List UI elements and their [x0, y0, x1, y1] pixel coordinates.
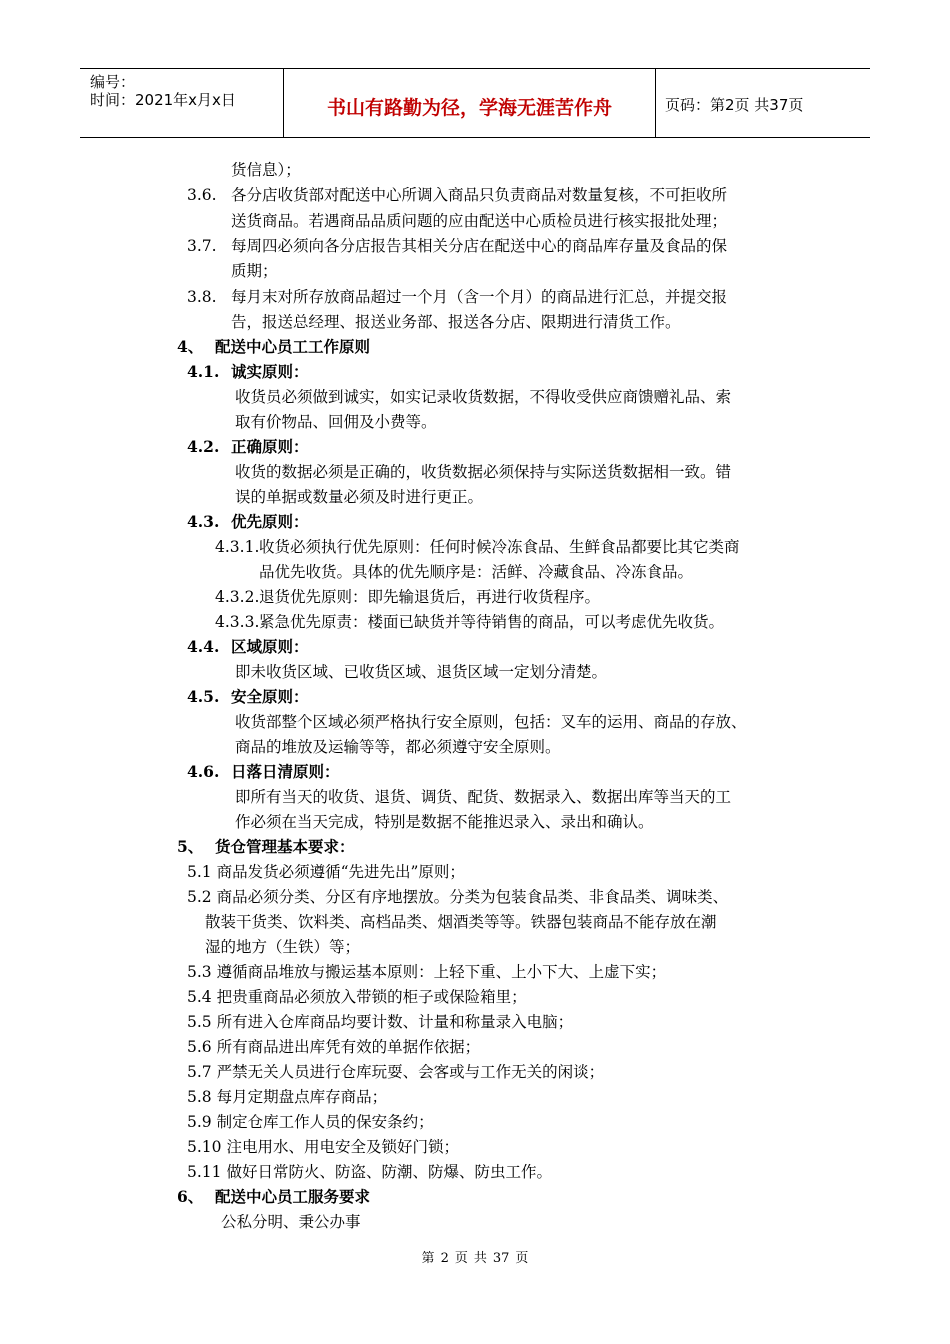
- subsection-heading: 安全原则：: [231, 687, 309, 706]
- text-line: 湿的地方（生铁）等；: [205, 938, 361, 956]
- text-line: 告，报送总经理、报送业务部、报送各分店、限期进行清货工作。: [231, 313, 681, 331]
- text-line: 5.4 把贵重商品必须放入带锁的柜子或保险箱里；: [187, 988, 527, 1006]
- subsection-number: 4.2.: [187, 437, 220, 456]
- header-motto: 书山有路勤为径，学海无涯苦作舟: [326, 97, 612, 119]
- text-line: 取有价物品、回佣及小费等。: [235, 413, 437, 431]
- text-line: 每月末对所存放商品超过一个月（含一个月）的商品进行汇总，并提交报: [231, 288, 728, 306]
- text-line: 即所有当天的收货、退货、调货、配货、数据录入、数据出库等当天的工: [235, 788, 732, 806]
- section-number: 6、: [177, 1187, 204, 1206]
- text-line: 5.7 严禁无关人员进行仓库玩耍、会客或与工作无关的闲谈；: [187, 1063, 605, 1081]
- subsection-number: 4.3.: [187, 512, 220, 531]
- subsection-heading: 诚实原则：: [231, 362, 309, 381]
- subsection-heading: 区域原则：: [231, 637, 309, 656]
- subsection-heading: 正确原则：: [231, 437, 309, 456]
- subsection-heading: 优先原则：: [231, 512, 309, 531]
- item-number: 4.3.3.: [215, 613, 260, 631]
- text-line: 作必须在当天完成，特别是数据不能推迟录入、录出和确认。: [235, 813, 654, 831]
- text-line: 收货必须执行优先原则：任何时候冷冻食品、生鲜食品都要比其它类商: [259, 538, 740, 556]
- section-number: 4、: [177, 337, 204, 356]
- text-line: 5.3 遵循商品堆放与搬运基本原则：上轻下重、上小下大、上虚下实；: [187, 963, 667, 981]
- document-date-label: 时间：2021年x月x日: [90, 91, 236, 109]
- footer-total-pages: 37: [492, 1251, 510, 1266]
- section-heading: 货仓管理基本要求：: [215, 837, 355, 856]
- text-line: 收货部整个区域必须严格执行安全原则，包括：叉车的运用、商品的存放、: [235, 713, 747, 731]
- footer-page-number: 2: [440, 1251, 449, 1266]
- item-number: 3.7.: [187, 237, 217, 255]
- text-line: 退货优先原则：即先输退货后，再进行收货程序。: [259, 588, 601, 606]
- footer-di: 第: [421, 1251, 435, 1266]
- item-number: 3.6.: [187, 186, 217, 204]
- text-line: 即未收货区域、已收货区域、退货区域一定划分清楚。: [235, 663, 608, 681]
- text-line: 5.8 每月定期盘点库存商品；: [187, 1088, 388, 1106]
- text-line: 散装干货类、饮料类、高档品类、烟酒类等等。铁器包装商品不能存放在潮: [205, 913, 717, 931]
- text-line: 每周四必须向各分店报告其相关分店在配送中心的商品库存量及食品的保: [231, 237, 728, 255]
- subsection-heading: 日落日清原则：: [231, 762, 340, 781]
- text-line: 收货的数据必须是正确的，收货数据必须保持与实际送货数据相一致。错: [235, 463, 732, 481]
- header-page-info: 页码：第2页 共37页: [665, 96, 804, 114]
- text-line: 5.5 所有进入仓库商品均要计数、计量和称量录入电脑；: [187, 1013, 574, 1031]
- text-line: 误的单据或数量必须及时进行更正。: [235, 488, 484, 506]
- section-number: 5、: [177, 837, 204, 856]
- text-line: 送货商品。若遇商品品质问题的应由配送中心质检员进行核实报批处理；: [231, 212, 728, 230]
- text-line: 各分店收货部对配送中心所调入商品只负责商品对数量复核，不可拒收所: [231, 186, 728, 204]
- text-line: 商品的堆放及运输等等，都必须遵守安全原则。: [235, 738, 561, 756]
- item-number: 4.3.2.: [215, 588, 260, 606]
- page-footer: [0, 1247, 950, 1266]
- section-heading: 配送中心员工服务要求: [215, 1187, 371, 1206]
- text-line: 5.1 商品发货必须遵循“先进先出”原则；: [187, 863, 465, 881]
- text-line: 5.2 商品必须分类、分区有序地摆放。分类为包装食品类、非食品类、调味类、: [187, 888, 729, 906]
- footer-ye2: 页: [515, 1251, 529, 1266]
- text-line: 5.11 做好日常防火、防盗、防潮、防爆、防虫工作。: [187, 1163, 552, 1181]
- text-line: 收货员必须做到诚实，如实记录收货数据，不得收受供应商馈赠礼品、索: [235, 388, 732, 406]
- text-line: 紧急优先原责：楼面已缺货并等待销售的商品，可以考虑优先收货。: [259, 613, 725, 631]
- footer-ye: 页: [454, 1251, 468, 1266]
- text-line: 5.10 注电用水、用电安全及锁好门锁；: [187, 1138, 459, 1156]
- text-line: 品优先收货。具体的优先顺序是：活鲜、冷藏食品、冷冻食品。: [259, 563, 694, 581]
- item-number: 3.8.: [187, 288, 217, 306]
- item-number: 4.3.1.: [215, 538, 260, 556]
- text-line: 质期；: [231, 262, 278, 280]
- subsection-number: 4.1.: [187, 362, 220, 381]
- document-number-label: 编号：: [90, 73, 136, 91]
- text-line: 5.9 制定仓库工作人员的保安条约；: [187, 1113, 434, 1131]
- subsection-number: 4.6.: [187, 762, 220, 781]
- text-line: 5.6 所有商品进出库凭有效的单据作依据；: [187, 1038, 481, 1056]
- subsection-number: 4.4.: [187, 637, 220, 656]
- text-line: 货信息）；: [231, 161, 301, 179]
- text-line: 公私分明、秉公办事: [221, 1213, 361, 1231]
- footer-gong: 共: [473, 1251, 487, 1266]
- section-heading: 配送中心员工工作原则: [215, 337, 371, 356]
- subsection-number: 4.5.: [187, 687, 220, 706]
